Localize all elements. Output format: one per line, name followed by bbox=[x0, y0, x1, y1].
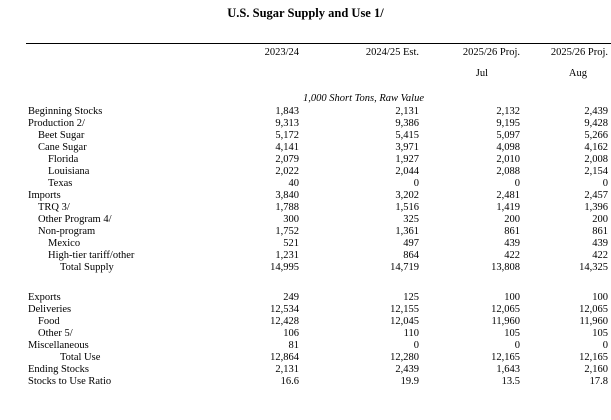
row-value: 1,843 bbox=[275, 106, 299, 117]
row-value: 0 bbox=[413, 340, 419, 351]
row-value: 1,361 bbox=[395, 226, 419, 237]
row-value: 861 bbox=[504, 226, 520, 237]
table-row bbox=[0, 154, 611, 166]
table-row bbox=[0, 202, 611, 214]
table-row bbox=[0, 226, 611, 238]
row-value: 3,971 bbox=[395, 142, 419, 153]
row-value: 14,325 bbox=[579, 262, 608, 273]
row-value: 0 bbox=[413, 178, 419, 189]
row-label: Exports bbox=[28, 292, 61, 303]
row-value: 1,516 bbox=[395, 202, 419, 213]
row-value: 4,162 bbox=[584, 142, 608, 153]
table-row bbox=[0, 328, 611, 340]
row-value: 2,160 bbox=[584, 364, 608, 375]
row-value: 200 bbox=[592, 214, 608, 225]
row-value: 497 bbox=[403, 238, 419, 249]
row-label: Deliveries bbox=[28, 304, 72, 315]
row-value: 2,010 bbox=[496, 154, 520, 165]
row-label: Cane Sugar bbox=[38, 142, 87, 153]
row-value: 439 bbox=[504, 238, 520, 249]
row-value: 2,154 bbox=[584, 166, 608, 177]
table-row bbox=[0, 178, 611, 190]
row-value: 9,195 bbox=[496, 118, 520, 129]
row-label: Total Supply bbox=[60, 262, 114, 273]
row-value: 2,457 bbox=[584, 190, 608, 201]
row-value: 3,840 bbox=[275, 190, 299, 201]
row-value: 2,131 bbox=[275, 364, 299, 375]
header-2023-24: 2023/24 bbox=[264, 47, 299, 58]
row-label: Texas bbox=[48, 178, 73, 189]
row-value: 12,165 bbox=[579, 352, 608, 363]
row-value: 1,643 bbox=[496, 364, 520, 375]
header-2024-25-est: 2024/25 Est. bbox=[365, 47, 419, 58]
table-title: U.S. Sugar Supply and Use 1/ bbox=[227, 6, 384, 20]
row-value: 12,428 bbox=[270, 316, 299, 327]
row-value: 4,141 bbox=[275, 142, 299, 153]
row-value: 2,088 bbox=[496, 166, 520, 177]
table-row bbox=[0, 292, 611, 304]
row-value: 12,155 bbox=[390, 304, 419, 315]
table-row bbox=[0, 238, 611, 250]
row-value: 12,864 bbox=[270, 352, 299, 363]
row-label: Florida bbox=[48, 154, 79, 165]
row-value: 2,439 bbox=[395, 364, 419, 375]
table-row bbox=[0, 340, 611, 352]
row-value: 105 bbox=[592, 328, 608, 339]
row-value: 40 bbox=[288, 178, 299, 189]
row-value: 12,534 bbox=[270, 304, 299, 315]
row-value: 1,419 bbox=[496, 202, 520, 213]
row-value: 1,788 bbox=[275, 202, 299, 213]
row-value: 100 bbox=[504, 292, 520, 303]
row-value: 81 bbox=[288, 340, 299, 351]
header-month-aug: Aug bbox=[568, 68, 587, 79]
row-value: 105 bbox=[504, 328, 520, 339]
row-label: Production 2/ bbox=[28, 118, 85, 129]
table-row bbox=[0, 316, 611, 328]
header-2025-26-proj-aug: 2025/26 Proj. bbox=[550, 47, 608, 58]
row-value: 864 bbox=[403, 250, 419, 261]
header-rule bbox=[26, 43, 611, 44]
table-row bbox=[0, 304, 611, 316]
row-label: Ending Stocks bbox=[28, 364, 89, 375]
row-label: Total Use bbox=[60, 352, 101, 363]
row-value: 12,065 bbox=[579, 304, 608, 315]
row-value: 422 bbox=[592, 250, 608, 261]
table-row bbox=[0, 106, 611, 118]
row-value: 9,386 bbox=[395, 118, 419, 129]
row-value: 249 bbox=[283, 292, 299, 303]
row-value: 3,202 bbox=[395, 190, 419, 201]
row-value: 0 bbox=[514, 178, 520, 189]
table-row bbox=[0, 250, 611, 262]
row-value: 12,045 bbox=[390, 316, 419, 327]
row-value: 12,065 bbox=[491, 304, 520, 315]
row-value: 5,172 bbox=[275, 130, 299, 141]
row-value: 5,266 bbox=[584, 130, 608, 141]
table-row bbox=[0, 364, 611, 376]
row-value: 0 bbox=[602, 340, 608, 351]
row-label: Louisiana bbox=[48, 166, 90, 177]
row-label: Non-program bbox=[38, 226, 96, 237]
unit-label: 1,000 Short Tons, Raw Value bbox=[303, 93, 424, 104]
row-value: 5,097 bbox=[496, 130, 520, 141]
row-label: Mexico bbox=[48, 238, 81, 249]
row-value: 1,752 bbox=[275, 226, 299, 237]
row-value: 110 bbox=[403, 328, 419, 339]
row-value: 106 bbox=[283, 328, 299, 339]
row-value: 2,044 bbox=[395, 166, 419, 177]
row-value: 125 bbox=[403, 292, 419, 303]
row-label: Food bbox=[38, 316, 60, 327]
row-value: 422 bbox=[504, 250, 520, 261]
row-value: 325 bbox=[403, 214, 419, 225]
row-value: 200 bbox=[504, 214, 520, 225]
row-value: 2,008 bbox=[584, 154, 608, 165]
row-value: 14,719 bbox=[390, 262, 419, 273]
row-value: 2,079 bbox=[275, 154, 299, 165]
row-value: 13,808 bbox=[491, 262, 520, 273]
row-value: 14,995 bbox=[270, 262, 299, 273]
row-value: 300 bbox=[283, 214, 299, 225]
row-label: Beginning Stocks bbox=[28, 106, 103, 117]
row-value: 5,415 bbox=[395, 130, 419, 141]
row-value: 17.8 bbox=[589, 376, 608, 387]
table-row bbox=[0, 118, 611, 130]
header-2025-26-proj-jul: 2025/26 Proj. bbox=[462, 47, 520, 58]
row-value: 1,396 bbox=[584, 202, 608, 213]
row-value: 2,439 bbox=[584, 106, 608, 117]
table-row bbox=[0, 166, 611, 178]
row-label: Other 5/ bbox=[38, 328, 73, 339]
row-value: 521 bbox=[283, 238, 299, 249]
row-value: 2,481 bbox=[496, 190, 520, 201]
table-row bbox=[0, 214, 611, 226]
row-value: 0 bbox=[514, 340, 520, 351]
row-label: Stocks to Use Ratio bbox=[28, 376, 112, 387]
row-value: 1,927 bbox=[395, 154, 419, 165]
row-value: 12,280 bbox=[390, 352, 419, 363]
row-value: 13.5 bbox=[501, 376, 520, 387]
row-value: 861 bbox=[592, 226, 608, 237]
table-row bbox=[0, 376, 611, 388]
table-row bbox=[0, 130, 611, 142]
row-value: 100 bbox=[592, 292, 608, 303]
row-value: 9,313 bbox=[275, 118, 299, 129]
row-value: 19.9 bbox=[400, 376, 419, 387]
row-value: 11,960 bbox=[579, 316, 608, 327]
table-row bbox=[0, 352, 611, 364]
row-value: 0 bbox=[602, 178, 608, 189]
row-value: 1,231 bbox=[275, 250, 299, 261]
row-value: 9,428 bbox=[584, 118, 608, 129]
header-month-jul: Jul bbox=[475, 68, 488, 79]
row-value: 2,131 bbox=[395, 106, 419, 117]
table-row bbox=[0, 142, 611, 154]
table-row bbox=[0, 262, 611, 274]
row-label: TRQ 3/ bbox=[38, 202, 70, 213]
row-value: 439 bbox=[592, 238, 608, 249]
row-value: 4,098 bbox=[496, 142, 520, 153]
row-value: 2,022 bbox=[275, 166, 299, 177]
row-value: 2,132 bbox=[496, 106, 520, 117]
row-label: Imports bbox=[28, 190, 61, 201]
row-label: Miscellaneous bbox=[28, 340, 89, 351]
row-label: Other Program 4/ bbox=[38, 214, 112, 225]
row-value: 16.6 bbox=[280, 376, 299, 387]
table-row bbox=[0, 190, 611, 202]
row-label: Beet Sugar bbox=[38, 130, 85, 141]
row-value: 11,960 bbox=[491, 316, 520, 327]
row-label: High-tier tariff/other bbox=[48, 250, 135, 261]
row-value: 12,165 bbox=[491, 352, 520, 363]
